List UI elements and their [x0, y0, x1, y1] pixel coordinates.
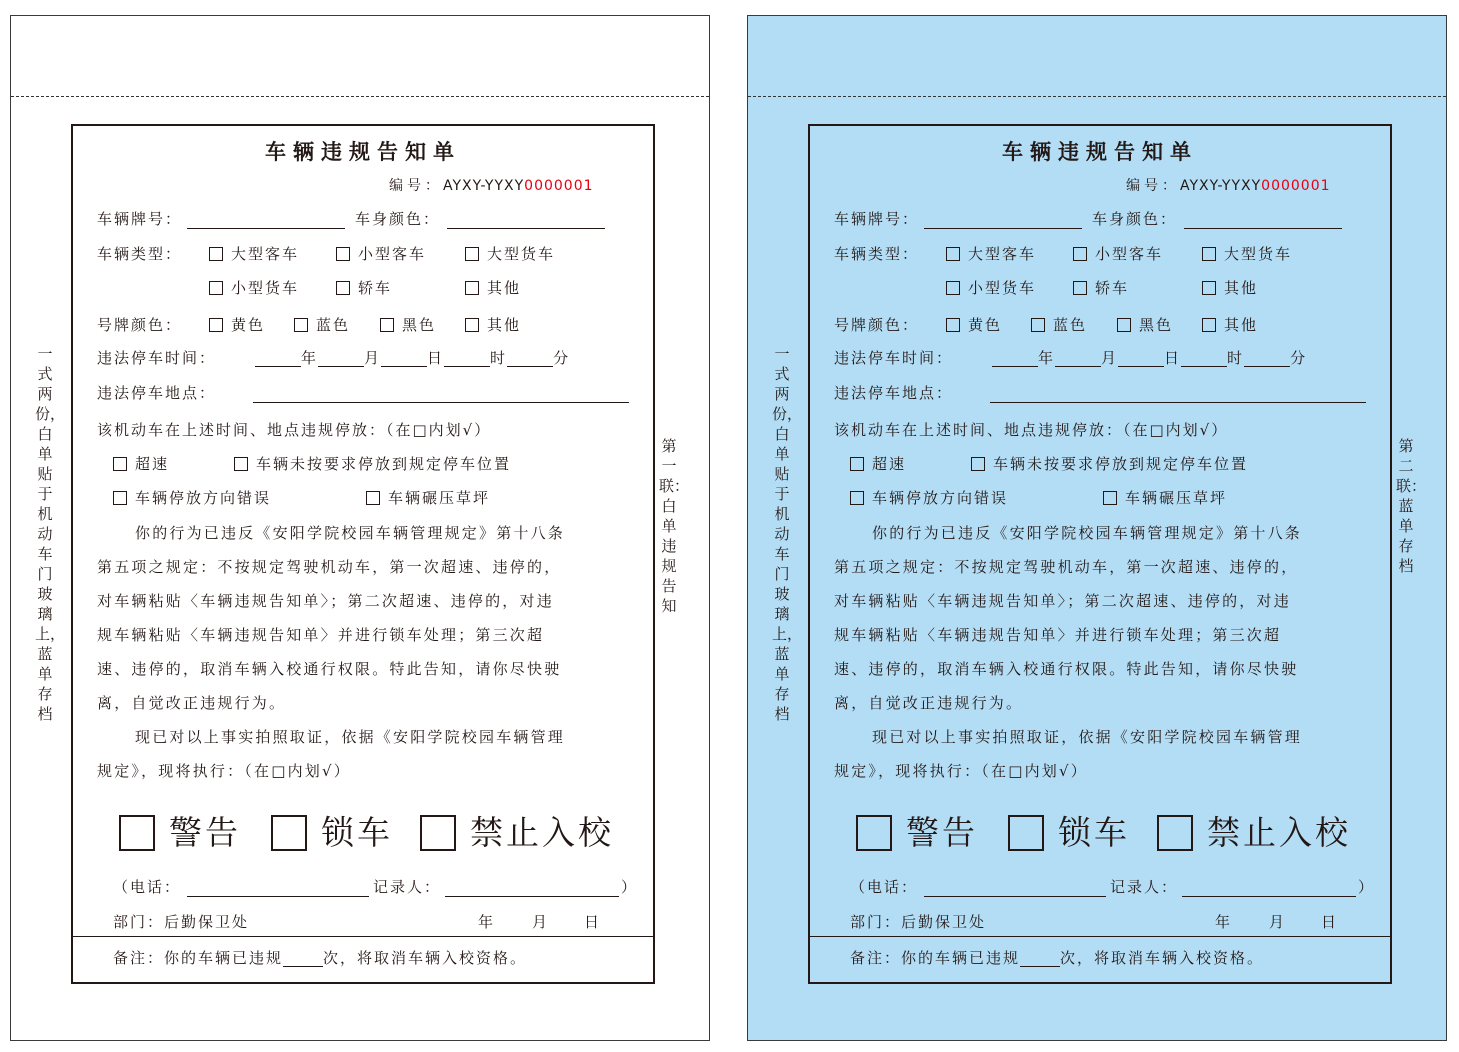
checkbox[interactable]	[465, 318, 479, 332]
sheet-blue-copy	[747, 15, 1447, 1041]
serial-digits: 0000001	[524, 178, 594, 194]
violation-intro: 该机动车在上述时间、地点违规停放：（在□内划√）	[97, 421, 492, 439]
vehicle-type-option[interactable]: 其他	[465, 278, 521, 298]
plate-color-option[interactable]: 蓝色	[294, 315, 350, 335]
violation-notice-form	[71, 124, 655, 984]
plate-color-option[interactable]: 黄色	[946, 315, 1002, 335]
plate-field[interactable]	[187, 210, 345, 229]
checkbox[interactable]	[971, 457, 985, 471]
recorder-label: 记录人：	[373, 878, 442, 896]
time-fields[interactable]: 年 月 日 时 分	[992, 348, 1307, 368]
plate-color-option[interactable]: 其他	[465, 315, 521, 335]
place-field[interactable]	[990, 384, 1366, 403]
checkbox[interactable]	[366, 491, 380, 505]
vehicle-type-option[interactable]: 小型货车	[209, 278, 299, 298]
left-side-note: 一式两份，白单贴于机动车门玻璃上，蓝单存档	[35, 345, 66, 723]
department: 部门：后勤保卫处	[850, 913, 987, 931]
checkbox[interactable]	[209, 318, 223, 332]
phone-field[interactable]	[187, 878, 369, 897]
checkbox[interactable]	[1117, 318, 1131, 332]
checkbox[interactable]	[946, 281, 960, 295]
plate-color-option[interactable]: 黄色	[209, 315, 265, 335]
action-warning[interactable]: 警告	[856, 813, 978, 853]
vehicle-type-option[interactable]: 轿车	[336, 278, 392, 298]
violation-option[interactable]: 超速	[850, 454, 906, 474]
perforation-line	[748, 96, 1446, 97]
phone-close: ）	[621, 878, 639, 896]
place-field[interactable]	[253, 384, 629, 403]
recorder-field[interactable]	[1182, 878, 1356, 897]
date-month: 月	[1269, 913, 1287, 931]
date-year: 年	[1215, 913, 1233, 931]
checkbox[interactable]	[336, 281, 350, 295]
checkbox[interactable]	[234, 457, 248, 471]
vehicle-type-label: 车辆类型：	[834, 245, 920, 263]
violation-option[interactable]: 车辆碾压草坪	[366, 488, 490, 508]
checkbox[interactable]	[946, 247, 960, 261]
left-side-note: 一式两份，白单贴于机动车门玻璃上，蓝单存档	[772, 345, 803, 723]
date-month: 月	[532, 913, 550, 931]
note: 备注：你的车辆已违规 次，将取消车辆入校资格。	[113, 949, 528, 967]
plate-label: 车辆牌号：	[97, 210, 183, 228]
action-lock[interactable]: 锁车	[1008, 813, 1130, 853]
serial-label: 编号：	[389, 178, 443, 194]
vehicle-type-option[interactable]: 大型客车	[209, 244, 299, 264]
plate-color-label: 号牌颜色：	[97, 316, 183, 334]
checkbox[interactable]	[1202, 247, 1216, 261]
vehicle-type-option[interactable]: 其他	[1202, 278, 1258, 298]
checkbox[interactable]	[1008, 815, 1044, 851]
serial-prefix: AYXY-YYXY	[1180, 178, 1262, 194]
violation-option[interactable]: 车辆未按要求停放到规定停车位置	[234, 454, 511, 474]
checkbox[interactable]	[1103, 491, 1117, 505]
divider	[810, 936, 1390, 937]
violation-option[interactable]: 车辆未按要求停放到规定停车位置	[971, 454, 1248, 474]
serial-digits: 0000001	[1261, 178, 1331, 194]
vehicle-type-option[interactable]: 大型货车	[1202, 244, 1292, 264]
checkbox[interactable]	[336, 247, 350, 261]
plate-color-option[interactable]: 黑色	[380, 315, 436, 335]
serial-number	[1126, 175, 1331, 195]
checkbox[interactable]	[113, 457, 127, 471]
date-day: 日	[584, 913, 602, 931]
phone-close: ）	[1358, 878, 1376, 896]
checkbox[interactable]	[856, 815, 892, 851]
body-color-field[interactable]	[1184, 210, 1342, 229]
phone-open: （电话：	[850, 878, 919, 896]
sheet-white-copy	[10, 15, 710, 1041]
checkbox[interactable]	[465, 247, 479, 261]
vehicle-type-option[interactable]: 大型货车	[465, 244, 555, 264]
serial-label: 编号：	[1126, 178, 1180, 194]
body-color-label: 车身颜色：	[1092, 210, 1178, 228]
plate-color-label: 号牌颜色：	[834, 316, 920, 334]
note-count-field[interactable]	[1020, 948, 1060, 967]
plate-color-option[interactable]: 其他	[1202, 315, 1258, 335]
checkbox[interactable]	[113, 491, 127, 505]
checkbox[interactable]	[271, 815, 307, 851]
form-title: 车辆违规告知单	[265, 140, 461, 164]
serial-number	[389, 175, 594, 195]
time-label: 违法停车时间：	[834, 349, 954, 367]
phone-open: （电话：	[113, 878, 182, 896]
checkbox[interactable]	[1073, 247, 1087, 261]
place-label: 违法停车地点：	[834, 384, 954, 402]
recorder-field[interactable]	[445, 878, 619, 897]
violation-option[interactable]: 车辆停放方向错误	[850, 488, 1008, 508]
regulation-paragraph: 你的行为已违反《安阳学院校园车辆管理规定》第十八条 第五项之规定：不按规定驾驶机动车，第一次超速、违停的， 对车辆粘贴〈车辆违规告知单〉；第二次超速、违停的，对违 规车辆粘贴〈车辆违规告知单〉并进行锁车处理；第三次超 速、违停的，取消车辆入校通行权限。特此告知，请你尽快驶 离，自觉改正违规行为。	[97, 524, 566, 712]
checkbox[interactable]	[1202, 318, 1216, 332]
checkbox[interactable]	[850, 457, 864, 471]
recorder-label: 记录人：	[1110, 878, 1179, 896]
checkbox[interactable]	[1202, 281, 1216, 295]
action-ban[interactable]: 禁止入校	[420, 813, 614, 853]
violation-notice-form	[808, 124, 1392, 984]
checkbox[interactable]	[1031, 318, 1045, 332]
violation-option[interactable]: 车辆碾压草坪	[1103, 488, 1227, 508]
plate-color-option[interactable]: 黑色	[1117, 315, 1173, 335]
note-count-field[interactable]	[283, 948, 323, 967]
checkbox[interactable]	[209, 281, 223, 295]
violation-intro: 该机动车在上述时间、地点违规停放：（在□内划√）	[834, 421, 1229, 439]
checkbox[interactable]	[380, 318, 394, 332]
date-day: 日	[1321, 913, 1339, 931]
note: 备注：你的车辆已违规 次，将取消车辆入校资格。	[850, 949, 1265, 967]
checkbox[interactable]	[850, 491, 864, 505]
action-warning[interactable]: 警告	[119, 813, 241, 853]
plate-label: 车辆牌号：	[834, 210, 920, 228]
perforation-line	[11, 96, 709, 97]
divider	[73, 936, 653, 937]
vehicle-type-option[interactable]: 轿车	[1073, 278, 1129, 298]
vehicle-type-option[interactable]: 大型客车	[946, 244, 1036, 264]
phone-field[interactable]	[924, 878, 1106, 897]
vehicle-type-option[interactable]: 小型客车	[1073, 244, 1163, 264]
body-color-label: 车身颜色：	[355, 210, 441, 228]
plate-color-option[interactable]: 蓝色	[1031, 315, 1087, 335]
place-label: 违法停车地点：	[97, 384, 217, 402]
vehicle-type-option[interactable]: 小型货车	[946, 278, 1036, 298]
vehicle-type-label: 车辆类型：	[97, 245, 183, 263]
department: 部门：后勤保卫处	[113, 913, 250, 931]
checkbox[interactable]	[209, 247, 223, 261]
serial-prefix: AYXY-YYXY	[443, 178, 525, 194]
violation-option[interactable]: 超速	[113, 454, 169, 474]
enforcement-paragraph: 现已对以上事实拍照取证，依据《安阳学院校园车辆管理 规定》，现将执行：（在□内划√）	[834, 728, 1303, 780]
checkbox[interactable]	[946, 318, 960, 332]
action-lock[interactable]: 锁车	[271, 813, 393, 853]
right-side-note: 第一联：白单违规告知	[659, 437, 690, 615]
form-title: 车辆违规告知单	[1002, 140, 1198, 164]
checkbox[interactable]	[465, 281, 479, 295]
enforcement-paragraph: 现已对以上事实拍照取证，依据《安阳学院校园车辆管理 规定》，现将执行：（在□内划√）	[97, 728, 566, 780]
checkbox[interactable]	[1157, 815, 1193, 851]
checkbox[interactable]	[294, 318, 308, 332]
action-ban[interactable]: 禁止入校	[1157, 813, 1351, 853]
time-label: 违法停车时间：	[97, 349, 217, 367]
plate-field[interactable]	[924, 210, 1082, 229]
checkbox[interactable]	[420, 815, 456, 851]
body-color-field[interactable]	[447, 210, 605, 229]
right-side-note: 第二联：蓝单存档	[1396, 437, 1427, 575]
date-year: 年	[478, 913, 496, 931]
vehicle-type-option[interactable]: 小型客车	[336, 244, 426, 264]
checkbox[interactable]	[119, 815, 155, 851]
violation-option[interactable]: 车辆停放方向错误	[113, 488, 271, 508]
checkbox[interactable]	[1073, 281, 1087, 295]
regulation-paragraph: 你的行为已违反《安阳学院校园车辆管理规定》第十八条 第五项之规定：不按规定驾驶机动车，第一次超速、违停的， 对车辆粘贴〈车辆违规告知单〉；第二次超速、违停的，对违 规车辆粘贴〈车辆违规告知单〉并进行锁车处理；第三次超 速、违停的，取消车辆入校通行权限。特此告知，请你尽快驶 离，自觉改正违规行为。	[834, 524, 1303, 712]
time-fields[interactable]: 年 月 日 时 分	[255, 348, 570, 368]
